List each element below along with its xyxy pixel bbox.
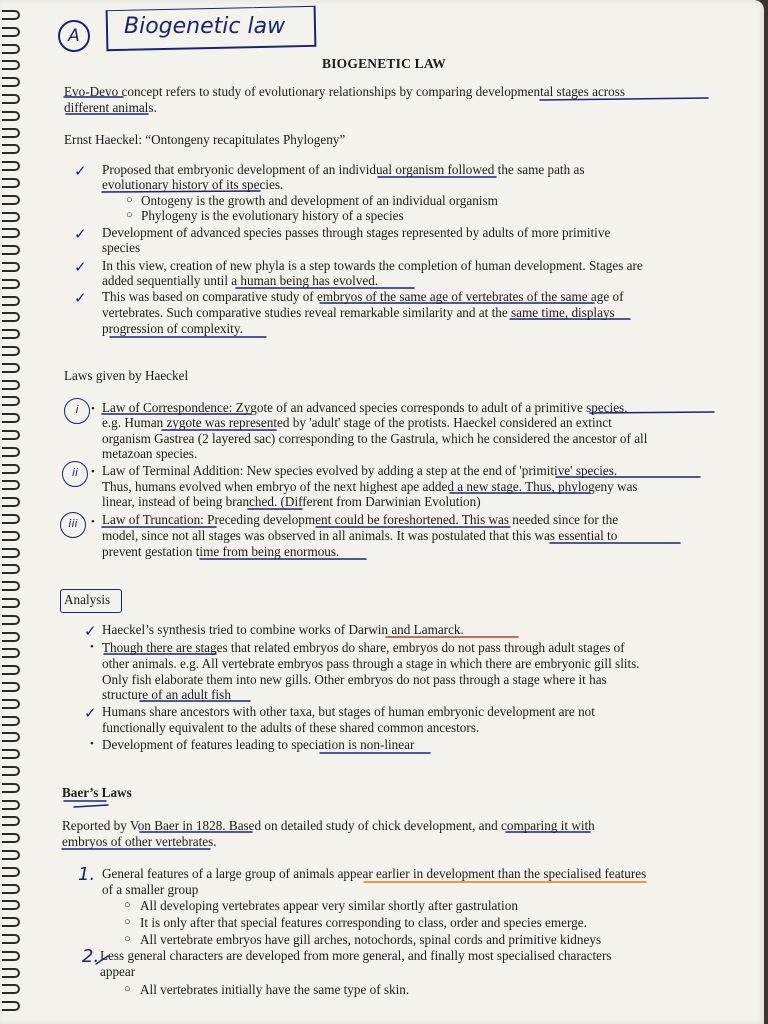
law-1-line-c: organism Gastrea (2 layered sac) corresponding to the Gastrula, which he considered the ancestor of all: [102, 431, 648, 446]
baer-law-1-sub-3: All vertebrate embryos have gill arches, notochords, spinal cords and primitive kidneys: [140, 932, 602, 947]
handwritten-title: Biogenetic law: [124, 14, 286, 39]
spiral-coil: [2, 296, 20, 306]
analysis-2-a: Though there are stages that related embryos do share, embryos do not pass through adult stages of: [102, 640, 625, 655]
sub-bullet-icon: ○: [124, 899, 131, 911]
check-mark-icon: ✓: [74, 258, 87, 276]
spiral-coil: [2, 917, 20, 927]
spiral-coil: [2, 850, 20, 860]
analysis-1: Haeckel’s synthesis tried to combine works of Darwin and Lamarck.: [102, 622, 464, 637]
point-4-line-c: progression of complexity.: [102, 321, 243, 336]
spiral-coil: [2, 329, 20, 339]
laws-heading: Laws given by Haeckel: [64, 368, 189, 383]
baer-report-1: Reported by Von Baer in 1828. Based on detailed study of chick development, and comparing it with: [62, 818, 595, 833]
analysis-3-b: functionally equivalent to the adults of these shared common ancestors.: [102, 720, 480, 735]
baer-law-1-b: of a smaller group: [102, 882, 199, 897]
intro-line-2: different animals.: [64, 100, 157, 115]
baer-law-1-a: General features of a large group of animals appear earlier in development than the specialised features: [102, 866, 647, 881]
baer-report-2: embryos of other vertebrates.: [62, 834, 217, 849]
spiral-coil: [2, 128, 20, 138]
spiral-coil: [2, 598, 20, 608]
bullet-icon: •: [91, 403, 95, 415]
haeckel-quote: Ernst Haeckel: “Ontongeny recapitulates Phylogeny”: [64, 132, 346, 147]
check-mark-icon: ✓: [84, 704, 97, 722]
spiral-coil: [2, 380, 20, 390]
analysis-4: Development of features leading to speciation is non-linear: [102, 737, 415, 752]
sub-bullet-icon: ○: [124, 933, 131, 945]
analysis-2-c: Only fish elaborate them into new gills. Other embryos do not pass through a stage where it has: [102, 672, 607, 687]
spiral-coil: [2, 195, 20, 205]
spiral-coil: [2, 968, 20, 978]
law-1-line-d: metazoan species.: [102, 446, 198, 461]
law-2-line-b: Thus, humans evolved when embryo of the next highest ape added a new stage. Thus, phylogeny was: [102, 479, 638, 494]
law-1-line-a: Law of Correspondence: Zygote of an advanced species corresponds to adult of a primitive species.: [102, 400, 628, 415]
spiral-coil: [2, 464, 20, 474]
baer-law-1-sub-1: All developing vertebrates appear very similar shortly after gastrulation: [140, 898, 518, 913]
spiral-coil: [2, 749, 20, 759]
page-title: BIOGENETIC LAW: [322, 56, 446, 71]
spiral-coil: [2, 632, 20, 642]
sub-bullet-icon: ○: [126, 194, 133, 206]
roman-numeral-circle: i: [64, 398, 90, 424]
law-3-line-b: model, since not all stages was observed in all animals. It was postulated that this was essential to: [102, 528, 618, 543]
spiral-coil: [2, 816, 20, 826]
spiral-coil: [2, 581, 20, 591]
point-3-line-a: In this view, creation of new phyla is a step towards the completion of human development. Stages are: [102, 258, 643, 273]
baer-law-2-sub-1: All vertebrates initially have the same type of skin.: [140, 982, 410, 997]
analysis-2-d: structure of an adult fish: [102, 687, 231, 702]
sub-bullet-icon: ○: [126, 209, 133, 221]
point-2-line-b: species: [102, 240, 141, 255]
point-1-line-a: Proposed that embryonic development of an individual organism followed the same path as: [102, 162, 585, 177]
spiral-coil: [2, 548, 20, 558]
spiral-coil: [2, 178, 20, 188]
spiral-coil: [2, 144, 20, 154]
spiral-coil: [2, 531, 20, 541]
spiral-coil: [2, 497, 20, 507]
spiral-coil: [2, 396, 20, 406]
spiral-coil: [2, 262, 20, 272]
spiral-coil: [2, 480, 20, 490]
check-mark-icon: ✓: [74, 289, 87, 307]
spiral-coil: [2, 833, 20, 843]
point-4-line-b: vertebrates. Such comparative studies reveal remarkable similarity and at the same time, displays: [102, 305, 615, 320]
law-3-line-a: Law of Truncation: Preceding development could be foreshortened. This was needed since for the: [102, 512, 619, 527]
spiral-coil: [2, 682, 20, 692]
baer-law-2-a: Less general characters are developed from more general, and finally most specialised characters: [100, 948, 612, 963]
point-4-line-a: This was based on comparative study of embryos of the same age of vertebrates of the same age of: [102, 289, 624, 304]
spiral-coil: [2, 245, 20, 255]
check-mark-icon: ✓: [84, 622, 97, 640]
spiral-coil: [2, 564, 20, 574]
law-1-line-b: e.g. Human zygote was represented by 'adult' stage of the protists. Haeckel considered an extinct: [102, 415, 612, 430]
spiral-coil: [2, 1001, 20, 1011]
analysis-label: Analysis: [64, 592, 111, 607]
section-letter-circle: A: [58, 20, 90, 52]
spiral-coil: [2, 27, 20, 37]
check-mark-icon: ✓: [74, 225, 87, 243]
spiral-coil: [2, 665, 20, 675]
handwritten-number: 1.: [78, 864, 96, 885]
spiral-coil: [2, 867, 20, 877]
baer-law-1-sub-2: It is only after that special features corresponding to class, order and species emerge.: [140, 915, 587, 930]
point-2-line-a: Development of advanced species passes through stages represented by adults of more primitive: [102, 225, 611, 240]
spiral-coil: [2, 766, 20, 776]
spiral-coil: [2, 783, 20, 793]
bullet-icon: •: [91, 466, 95, 478]
roman-numeral-circle: ii: [62, 461, 88, 487]
spiral-coil: [2, 77, 20, 87]
check-mark-icon: ✓: [74, 162, 87, 180]
spiral-coil: [2, 615, 20, 625]
spiral-coil: [2, 212, 20, 222]
sub-bullet-icon: ○: [124, 916, 131, 928]
spiral-coil: [2, 699, 20, 709]
spiral-coil: [2, 514, 20, 524]
spiral-coil: [2, 111, 20, 121]
spiral-coil: [2, 161, 20, 171]
handwritten-number: 2.: [82, 946, 100, 967]
spiral-binding: [0, 10, 22, 1020]
spiral-coil: [2, 984, 20, 994]
spiral-coil: [2, 10, 20, 20]
spiral-coil: [2, 363, 20, 373]
spiral-coil: [2, 884, 20, 894]
spiral-coil: [2, 732, 20, 742]
bullet-icon: •: [91, 516, 95, 528]
baer-law-2-b: appear: [100, 964, 136, 979]
spiral-coil: [2, 934, 20, 944]
analysis-3-a: Humans share ancestors with other taxa, but stages of human embryonic development are not: [102, 704, 595, 719]
spiral-coil: [2, 44, 20, 54]
law-2-line-c: linear, instead of being branched. (Different from Darwinian Evolution): [102, 494, 481, 509]
baer-heading: Baer’s Laws: [62, 785, 132, 800]
spiral-coil: [2, 951, 20, 961]
law-3-line-c: prevent gestation time from being enormous.: [102, 544, 340, 559]
sub-bullet-icon: ○: [124, 983, 131, 995]
point-1-sub-2: Phylogeny is the evolutionary history of a species: [141, 208, 404, 223]
spiral-coil: [2, 430, 20, 440]
roman-numeral-circle: iii: [60, 512, 86, 538]
point-3-line-b: added sequentially until a human being has evolved.: [102, 273, 379, 288]
spiral-coil: [2, 312, 20, 322]
spiral-coil: [2, 94, 20, 104]
spiral-coil: [2, 648, 20, 658]
spiral-coil: [2, 900, 20, 910]
bullet-icon: •: [90, 641, 94, 653]
spiral-coil: [2, 413, 20, 423]
spiral-coil: [2, 279, 20, 289]
analysis-2-b: other animals. e.g. All vertebrate embryos pass through a stage in which there are embryonic gill slits.: [102, 656, 640, 671]
spiral-coil: [2, 800, 20, 810]
spiral-coil: [2, 346, 20, 356]
bullet-icon: •: [90, 738, 94, 750]
spiral-coil: [2, 447, 20, 457]
intro-line-1: Evo-Devo concept refers to study of evolutionary relationships by comparing developmental stages across: [64, 84, 626, 99]
law-2-line-a: Law of Terminal Addition: New species evolved by adding a step at the end of 'primitive' species.: [102, 463, 618, 478]
point-1-line-b: evolutionary history of its species.: [102, 177, 284, 192]
point-1-sub-1: Ontogeny is the growth and development of an individual organism: [141, 193, 498, 208]
spiral-coil: [2, 228, 20, 238]
spiral-coil: [2, 716, 20, 726]
